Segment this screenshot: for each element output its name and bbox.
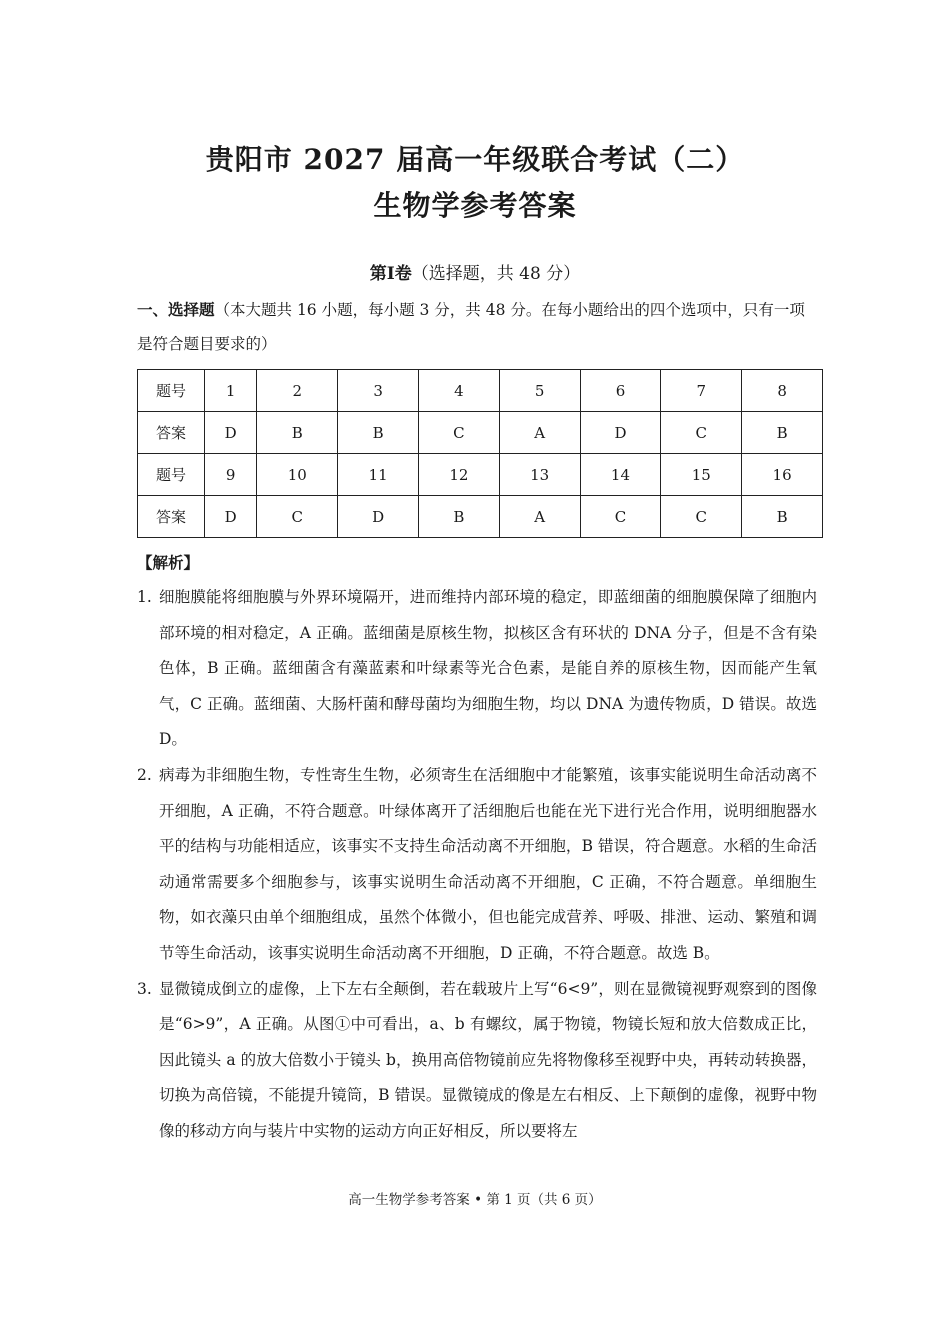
item-number: 2.	[137, 765, 152, 784]
list-item	[137, 972, 817, 1150]
table-cell: D	[205, 412, 257, 454]
table-cell: 16	[742, 454, 823, 496]
table-cell: 12	[418, 454, 499, 496]
section-title	[0, 259, 950, 284]
table-row	[138, 370, 823, 412]
question-type-label: 一、选择题	[137, 300, 215, 319]
item-text: 病毒为非细胞生物，专性寄生生物，必须寄生在活细胞中才能繁殖，该事实能说明生命活动离不开细胞，A 正确，不符合题意。叶绿体离开了活细胞后也能在光下进行光合作用，说明细胞器水平的结构与功能相适应，该事实不支持生命活动离不开细胞，B 错误，符合题意。水稻的生命活动通常需要多个细胞参与，该事实说明生命活动离不开细胞，C 正确，不符合题意。单细胞生物，如衣藻只由单个细胞组成，虽然个体微小，但也能完成营养、呼吸、排泄、运动、繁殖和调节等生命活动，该事实说明生命活动离不开细胞，D 正确，不符合题意。故选 B。	[159, 765, 817, 962]
table-cell: B	[338, 412, 419, 454]
question-instructions	[137, 293, 817, 361]
list-item	[137, 758, 817, 972]
table-row-label: 答案	[138, 412, 205, 454]
table-cell: C	[661, 496, 742, 538]
table-row	[138, 454, 823, 496]
list-item	[137, 580, 817, 758]
table-cell: A	[499, 412, 580, 454]
table-cell: D	[205, 496, 257, 538]
table-cell: 7	[661, 370, 742, 412]
table-cell: D	[580, 412, 661, 454]
table-cell: 9	[205, 454, 257, 496]
table-cell: 1	[205, 370, 257, 412]
item-number: 1.	[137, 588, 152, 606]
table-row-label: 题号	[138, 370, 205, 412]
question-instructions-text: （本大题共 16 小题，每小题 3 分，共 48 分。在每小题给出的四个选项中，只有一项是符合题目要求的）	[137, 301, 805, 353]
table-cell: B	[418, 496, 499, 538]
answer-table	[137, 369, 823, 538]
table-row	[138, 496, 823, 538]
table-cell: 5	[499, 370, 580, 412]
analysis-list	[137, 580, 817, 1150]
table-cell: C	[580, 496, 661, 538]
table-cell: 10	[257, 454, 338, 496]
table-cell: 3	[338, 370, 419, 412]
section-title-bold: 第Ⅰ卷	[369, 264, 412, 284]
table-cell: 13	[499, 454, 580, 496]
page-footer: 高一生物学参考答案 • 第 1 页（共 6 页）	[348, 1192, 602, 1208]
item-number: 3.	[137, 979, 152, 998]
document-subtitle: 生物学参考答案	[373, 189, 577, 222]
section-title-rest: （选择题，共 48 分）	[411, 264, 581, 284]
document-title: 贵阳市 2027 届高一年级联合考试（二）	[205, 143, 745, 176]
table-cell: 4	[418, 370, 499, 412]
table-cell: A	[499, 496, 580, 538]
table-cell: 6	[580, 370, 661, 412]
table-row-label: 答案	[138, 496, 205, 538]
table-cell: 8	[742, 370, 823, 412]
table-cell: 2	[257, 370, 338, 412]
table-cell: C	[661, 412, 742, 454]
table-cell: B	[742, 412, 823, 454]
table-cell: C	[418, 412, 499, 454]
table-cell: C	[257, 496, 338, 538]
table-row-label: 题号	[138, 454, 205, 496]
table-cell: 14	[580, 454, 661, 496]
table-row	[138, 412, 823, 454]
item-text: 细胞膜能将细胞膜与外界环境隔开，进而维持内部环境的稳定，即蓝细菌的细胞膜保障了细胞内部环境的相对稳定，A 正确。蓝细菌是原核生物，拟核区含有环状的 DNA 分子，但是不含有染色体，B 正确。蓝细菌含有藻蓝素和叶绿素等光合色素，是能自养的原核生物，因而能产生氧气，C 正确。蓝细菌、大肠杆菌和酵母菌均为细胞生物，均以 DNA 为遗传物质，D 错误。故选 D。	[159, 588, 817, 749]
table-cell: B	[742, 496, 823, 538]
item-text: 显微镜成倒立的虚像，上下左右全颠倒，若在载玻片上写“6<9”，则在显微镜视野观察到的图像是“6>9”，A 正确。从图①中可看出，a、b 有螺纹，属于物镜，物镜长短和放大倍数成正比，因此镜头 a 的放大倍数小于镜头 b，换用高倍物镜前应先将物像移至视野中央，再转动转换器，切换为高倍镜，不能提升镜筒，B 错误。显微镜成的像是左右相反、上下颠倒的虚像，视野中物像的移动方向与装片中实物的运动方向正好相反，所以要将左	[159, 979, 817, 1140]
table-cell: D	[338, 496, 419, 538]
table-cell: 11	[338, 454, 419, 496]
table-cell: 15	[661, 454, 742, 496]
analysis-heading: 【解析】	[137, 553, 200, 572]
table-cell: B	[257, 412, 338, 454]
